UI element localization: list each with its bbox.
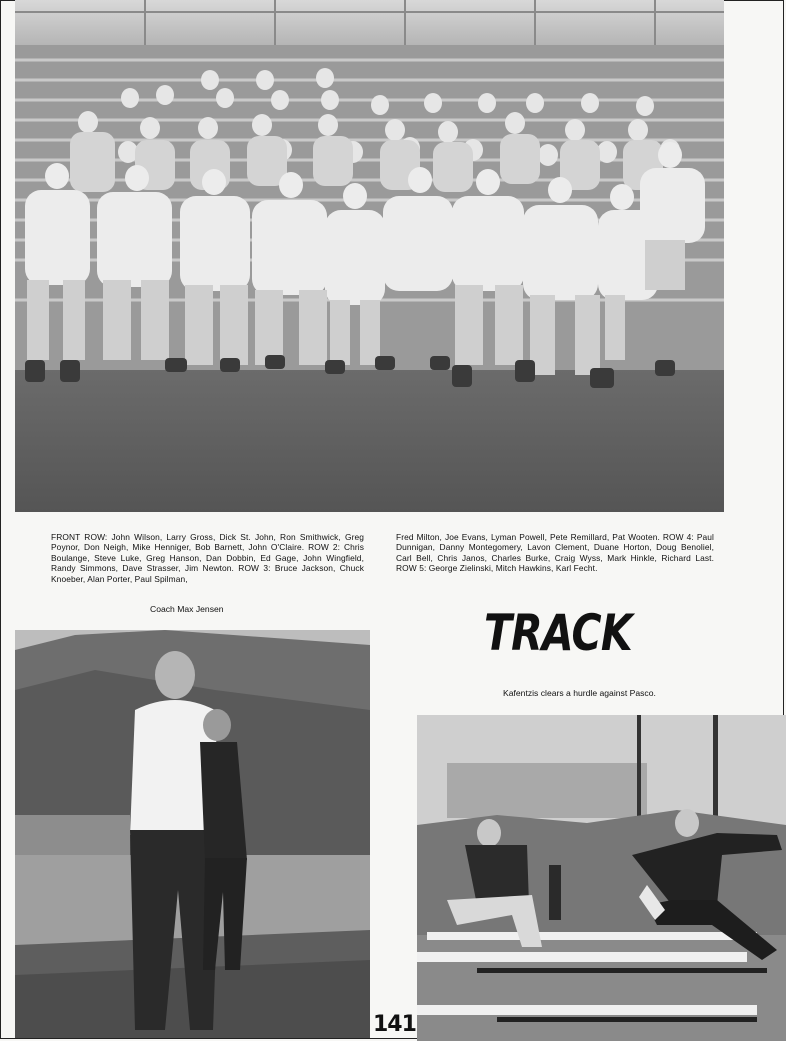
hurdle-caption: Kafentzis clears a hurdle against Pasco. (503, 688, 656, 698)
team-caption-left: FRONT ROW: John Wilson, Larry Gross, Dick St. John, Ron Smithwick, Greg Poynor, Don Neigh, Mike Henniger, Bob Barnett, John O'Claire. ROW 2: Chris Boulange, Steve Luke, Greg Hanson, Dan Dobbin, Ed Gage, John Wingfield, Randy Simmons, Dave Strasser, Jim Newton. ROW 3: Bruce Jackson, Chuck Knoeber, Alan Porter, Paul Spilman, (51, 532, 364, 584)
team-photo (15, 0, 724, 512)
section-title: TRACK (484, 604, 632, 662)
hurdle-photo (417, 715, 786, 1041)
coach-caption: Coach Max Jensen (150, 604, 224, 614)
page-number: 141 (373, 1012, 416, 1037)
coach-photo (15, 630, 370, 1038)
team-caption-right: Fred Milton, Joe Evans, Lyman Powell, Pete Remillard, Pat Wooten. ROW 4: Paul Dunnigan, Danny Montegomery, Lavon Clement, Duane Horton, Doug Benoliel, Carl Bell, Chris Janos, Charles Burke, Craig Wyss, Mark Hinkle, Richard Last. ROW 5: George Zielinski, Mitch Hawkins, Karl Fecht. (396, 532, 714, 574)
